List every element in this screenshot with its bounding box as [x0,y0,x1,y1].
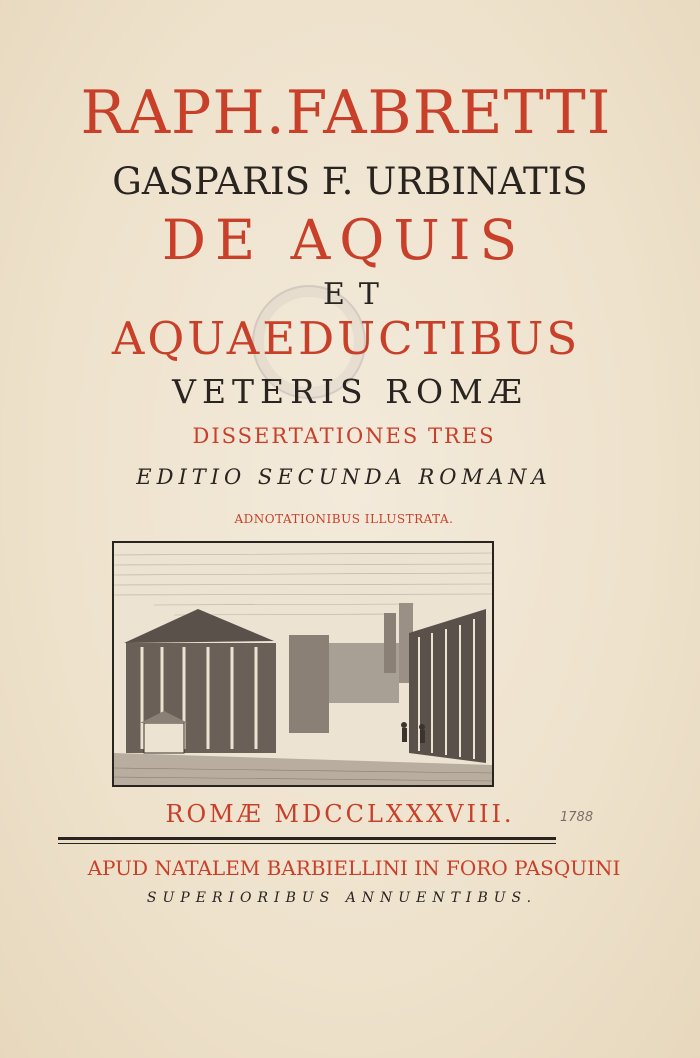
annotation-line: ADNOTATIONIBUS ILLUSTRATA. [234,512,454,526]
title-line-1: DE AQUIS [161,208,527,272]
handwritten-date-note: 1788 [560,810,594,825]
engraving-temple-scene [114,543,492,785]
title-line-3: VETERIS ROMÆ [172,372,528,411]
title-line-2: AQUAEDUCTIBUS [111,312,581,365]
imprint-place-date: ROMÆ MDCCLXXXVIII. [165,800,515,828]
subtitle: DISSERTATIONES TRES [192,424,496,448]
imprint-rule-thin [58,843,556,844]
imprint-rule-thick [58,837,556,840]
title-conjunction: ET [323,277,393,312]
edition-line: EDITIO SECUNDA ROMANA [136,465,552,489]
author-subtitle: GASPARIS F. URBINATIS [112,160,588,203]
publisher-line: APUD NATALEM BARBIELLINI IN FORO PASQUINI [87,856,621,880]
approval-line: SUPERIORIBUS ANNUENTIBUS. [146,890,538,906]
engraving-illustration [112,541,494,787]
author-line: RAPH.FABRETTI [80,78,612,148]
